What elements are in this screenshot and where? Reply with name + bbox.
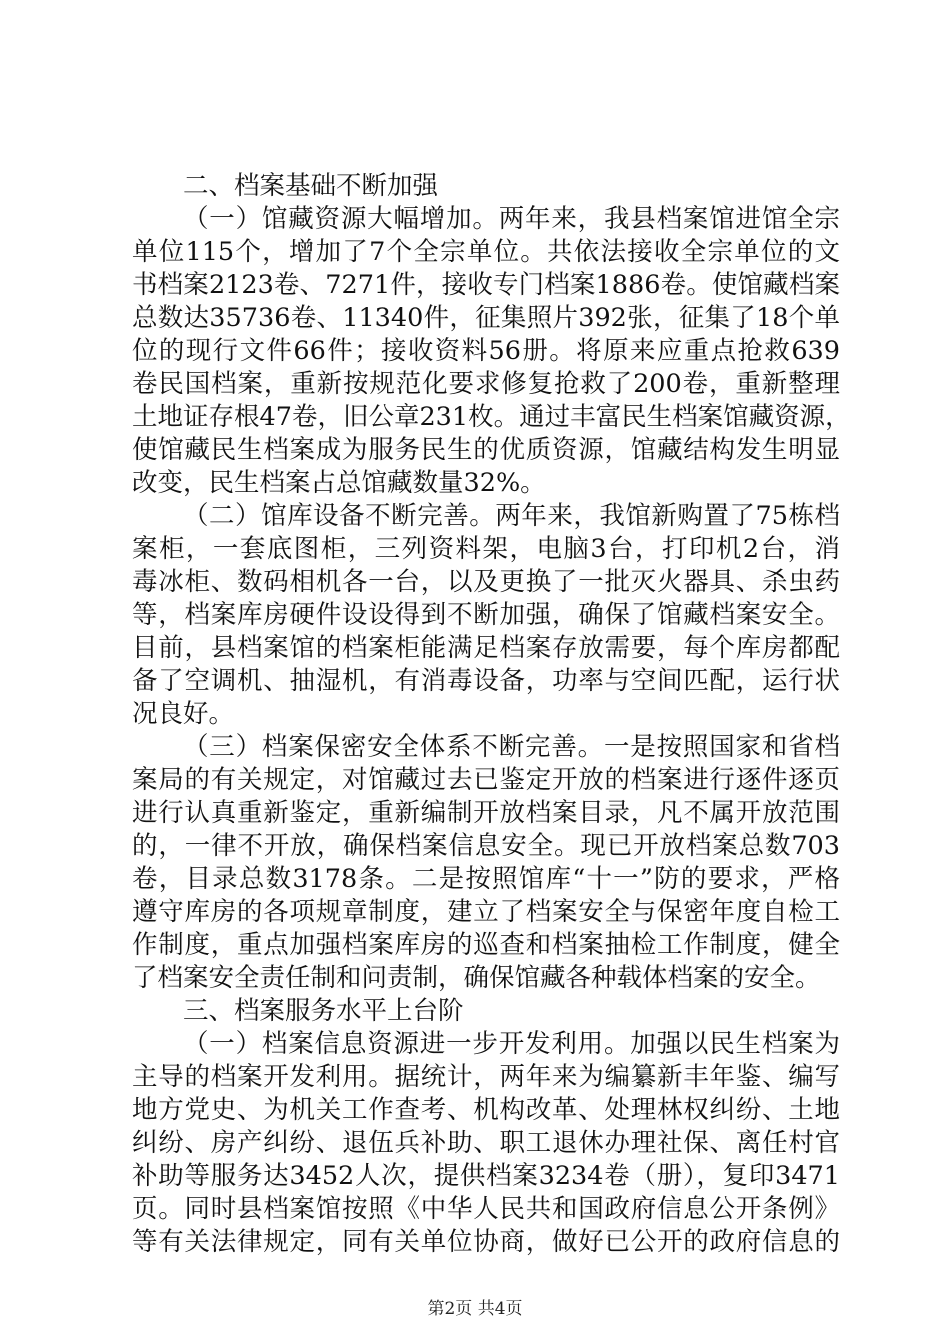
section-heading-3: 三、档案服务水平上台阶 <box>183 996 464 1026</box>
text-line: 地方党史、为机关工作查考、机构改革、处理林权纠纷、土地 <box>132 1095 840 1125</box>
text-line: 卷民国档案，重新按规范化要求修复抢救了200卷，重新整理 <box>132 369 840 399</box>
text-line: 进行认真重新鉴定，重新编制开放档案目录，凡不属开放范围 <box>132 798 840 828</box>
text-line: （一）档案信息资源进一步开发利用。加强以民生档案为 <box>183 1029 840 1059</box>
text-line: 案柜，一套底图柜，三列资料架，电脑3台，打印机2台，消 <box>132 534 840 564</box>
text-line: （一）馆藏资源大幅增加。两年来，我县档案馆进馆全宗 <box>183 204 840 234</box>
text-line: （三）档案保密安全体系不断完善。一是按照国家和省档 <box>183 732 840 762</box>
text-line: 备了空调机、抽湿机，有消毒设备，功率与空间匹配，运行状 <box>132 666 840 696</box>
text-line: 书档案2123卷、7271件，接收专门档案1886卷。使馆藏档案 <box>132 270 840 300</box>
text-line: （二）馆库设备不断完善。两年来，我馆新购置了75栋档 <box>183 501 840 531</box>
text-line: 案局的有关规定，对馆藏过去已鉴定开放的档案进行逐件逐页 <box>132 765 840 795</box>
page-number-footer: 第2页 共4页 <box>427 1299 523 1319</box>
text-line: 纠纷、房产纠纷、退伍兵补助、职工退休办理社保、离任村官 <box>132 1128 840 1158</box>
text-line: 等有关法律规定，同有关单位协商，做好已公开的政府信息的 <box>132 1227 840 1257</box>
text-line: 了档案安全责任制和问责制，确保馆藏各种载体档案的安全。 <box>132 963 821 993</box>
text-line: 毒冰柜、数码相机各一台，以及更换了一批灭火器具、杀虫药 <box>132 567 840 597</box>
paragraph-equipment <box>132 500 840 731</box>
text-line: 土地证存根47卷，旧公章231枚。通过丰富民生档案馆藏资源， <box>132 402 851 432</box>
text-line: 遵守库房的各项规章制度，建立了档案安全与保密年度自检工 <box>132 897 840 927</box>
text-line: 卷，目录总数3178条。二是按照馆库“十一”防的要求，严格 <box>132 864 840 894</box>
text-line: 作制度，重点加强档案库房的巡查和档案抽检工作制度，健全 <box>132 930 840 960</box>
text-line: 目前，县档案馆的档案柜能满足档案存放需要，每个库房都配 <box>132 633 840 663</box>
text-line: 总数达35736卷、11340件，征集照片392张，征集了18个单 <box>132 303 840 333</box>
paragraph-service <box>132 1028 840 1259</box>
text-line: 况良好。 <box>132 699 235 729</box>
paragraph-holdings <box>132 203 851 500</box>
text-line: 主导的档案开发利用。据统计，两年来为编纂新丰年鉴、编写 <box>132 1062 840 1092</box>
text-line: 位的现行文件66件；接收资料56册。将原来应重点抢救639 <box>132 336 840 366</box>
paragraph-security <box>132 731 840 995</box>
text-line: 补助等服务达3452人次，提供档案3234卷（册），复印3471 <box>132 1161 840 1191</box>
text-line: 单位115个，增加了7个全宗单位。共依法接收全宗单位的文 <box>132 237 840 267</box>
section-heading-2: 二、档案基础不断加强 <box>183 171 439 201</box>
text-line: 页。同时县档案馆按照《中华人民共和国政府信息公开条例》 <box>132 1194 840 1224</box>
text-line: 等，档案库房硬件设设得到不断加强，确保了馆藏档案安全。 <box>132 600 840 630</box>
text-line: 使馆藏民生档案成为服务民生的优质资源，馆藏结构发生明显 <box>132 435 840 465</box>
text-line: 的，一律不开放，确保档案信息安全。现已开放档案总数703 <box>132 831 840 861</box>
document-body <box>132 170 851 1259</box>
text-line: 改变，民生档案占总馆藏数量32%。 <box>132 468 546 498</box>
